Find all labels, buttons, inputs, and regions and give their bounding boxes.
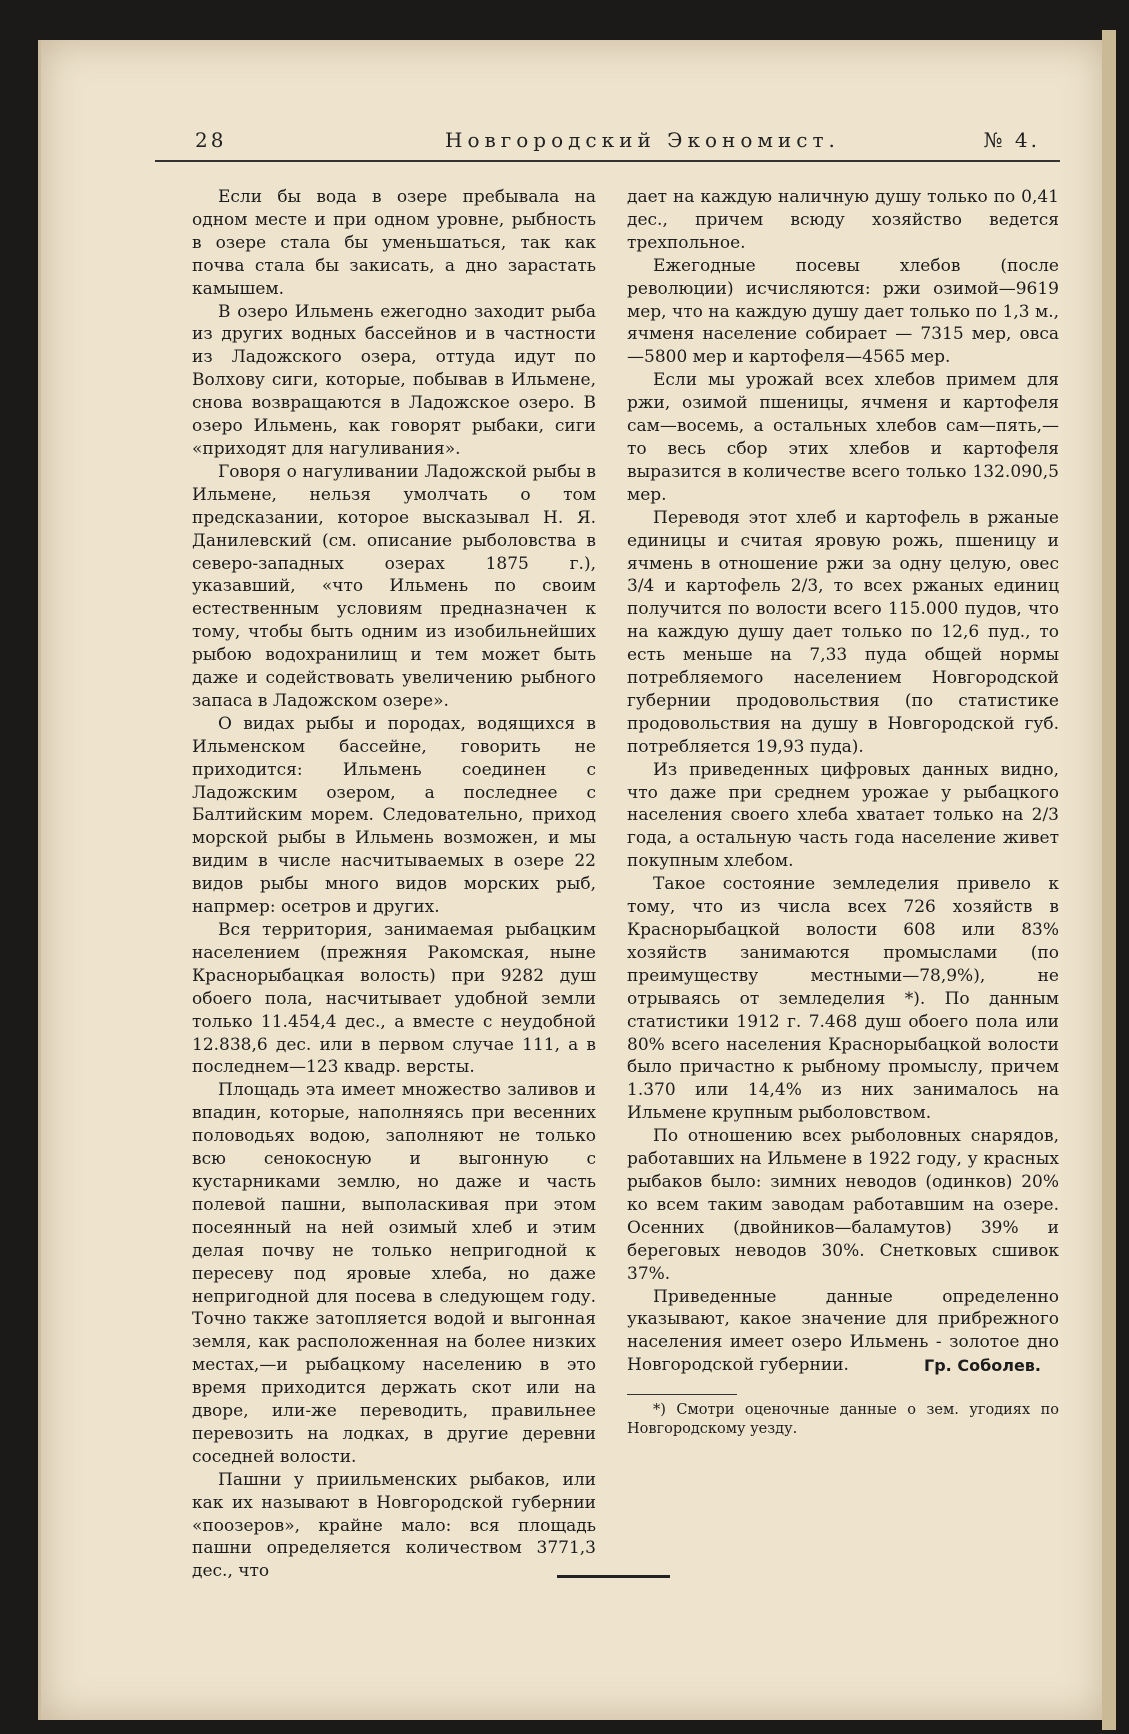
paragraph: Говоря о нагуливании Ладожской рыбы в Ильмене, нельзя умолчать о том предсказании, которое высказывал Н. Я. Данилевский (см. описание рыболовства в северо-западных озерах 1875 г.), указавший, «что Ильмень по своим естественным условиям предназначен к тому, чтобы быть одним из изобильнейших рыбою водохранилищ и тем может быть даже и содействовать увеличению рыбного запаса в Ладожском озере».: [192, 461, 596, 711]
paragraph: Приведенные данные определенно указывают, какое значение для прибрежного населения имеет озеро Ильмень - золотое дно Новгородской губернии.: [627, 1286, 1059, 1376]
paragraph: Из приведенных цифровых данных видно, что даже при среднем урожае у рыбацкого населения своего хлеба хватает только на 2/3 года, а остальную часть года население живет покупным хлебом.: [627, 759, 1059, 872]
running-header: [155, 128, 1060, 160]
left-column: [192, 186, 596, 1583]
paragraph: Если мы урожай всех хлебов примем для ржи, озимой пшеницы, ячменя и картофеля сам—восемь, а остальных хлебов сам—пять,—то весь сбор этих хлебов и картофеля выразится в количестве всего только 132.090,5 мер.: [627, 370, 1059, 505]
footnote-rule: [627, 1394, 737, 1395]
paragraph: Если бы вода в озере пребывала на одном месте и при одном уровне, рыбность в озере стала бы уменьшаться, так как почва стала бы закисать, а дно зарастать камышем.: [192, 187, 596, 299]
paragraph: По отношению всех рыболовных снарядов, работавших на Ильмене в 1922 году, у красных рыбаков было: зимних неводов (одинков) 20% ко всем таким заводам работавшим на озере. Осенних (двойников—баламутов) 39% и береговых неводов 30%. Снетковых сшивок 37%.: [627, 1126, 1059, 1284]
paragraph: Вся территория, занимаемая рыбацким населением (прежняя Ракомская, ныне Краснорыбацкая волость) при 9282 душ обоего пола, насчитывает удобной земли только 11.454,4 дес., а вместе с неудобной 12.838,6 дес. или в первом случае 111, а в последнем—123 квадр. версты.: [192, 920, 596, 1078]
header-rule: [155, 160, 1060, 162]
paragraph: Переводя этот хлеб и картофель в ржаные единицы и считая яровую рожь, пшеницу и ячмень в отношение ржи за одну целую, овес 3/4 и картофель 2/3, то всех ржаных единиц получится по волости всего 115.000 пудов, что на каждую душу дает только по 12,6 пуд., то есть меньше на 7,33 пуда общей нормы потребляемого населением Новгородской губернии продовольствия (по статистике продовольствия на душу в Новгородской губ. потребляется 19,93 пуда).: [627, 507, 1059, 757]
paragraph: О видах рыбы и породах, водящихся в Ильменском бассейне, говорить не приходится: Ильмень соединен с Ладожским озером, а последнее с Балтийским морем. Следовательно, приход морской рыбы в Ильмень возможен, и мы видим в числе насчитываемых в озере 22 видов рыбы много видов морских рыб, напрмер: осетров и других.: [192, 713, 596, 918]
paragraph: дает на каждую наличную душу только по 0,41 дес., причем всюду хозяйство ведется трехпольное.: [627, 187, 1059, 253]
right-column: [627, 186, 1059, 1439]
footnote: *) Смотри оценочные данные о зем. угодиях по Новгородскому уезду.: [627, 1402, 1059, 1438]
author-signature: Гр. Соболев.: [924, 1356, 1041, 1376]
next-page-edge: [1102, 30, 1116, 1730]
page-number: 28: [195, 128, 227, 152]
paragraph: Такое состояние земледелия привело к тому, что из числа всех 726 хозяйств в Краснорыбацкой волости 608 или 83% хозяйств занимаются промыслами (по преимуществу местными—78,9%), не отрываясь от земледелия *). По данным статистики 1912 г. 7.468 душ обоего пола или 80% всего населения Краснорыбацкой волости было причастно к рыбному промыслу, причем 1.370 или 14,4% из них занималось на Ильмене крупным рыболовством.: [627, 874, 1059, 1124]
paragraph: Площадь эта имеет множество заливов и впадин, которые, наполняясь при весенних половодьях водою, заполняют не только всю сенокосную и выгонную с кустарниками землю, но даже и часть полевой пашни, выполаскивая при этом посеянный на ней озимый хлеб и этим делая почву не только непригодной к пересеву под яровые хлеба, но даже непригодной для посева в следующем году. Точно также затопляется водой и выгонная земля, как расположенная на более низких местах,—и рыбацкому населению в это время приходится держать скот или на дворе, или-же переводить, правильнее перевозить на лодках, в другие деревни соседней волости.: [192, 1080, 596, 1467]
journal-title: Новгородский Экономист.: [445, 128, 840, 152]
end-rule: [557, 1575, 670, 1578]
issue-number: № 4.: [983, 128, 1040, 152]
paragraph: Ежегодные посевы хлебов (после революции) исчисляются: ржи озимой—9619 мер, что на каждую душу дает только по 1,3 м., ячменя население собирает — 7315 мер, овса—5800 мер и картофеля—4565 мер.: [627, 255, 1059, 368]
paragraph: Пашни у приильменских рыбаков, или как их называют в Новгородской губернии «поозеров», крайне мало: вся площадь пашни определяется количеством 3771,3 дес., что: [192, 1469, 596, 1582]
paragraph: В озеро Ильмень ежегодно заходит рыба из других водных бассейнов и в частности из Ладожского озера, оттуда идут по Волхову сиги, которые, побывав в Ильмене, снова возвращаются в Ладожское озеро. В озеро Ильмень, как говорят рыбаки, сиги «приходят для нагуливания».: [192, 301, 596, 459]
